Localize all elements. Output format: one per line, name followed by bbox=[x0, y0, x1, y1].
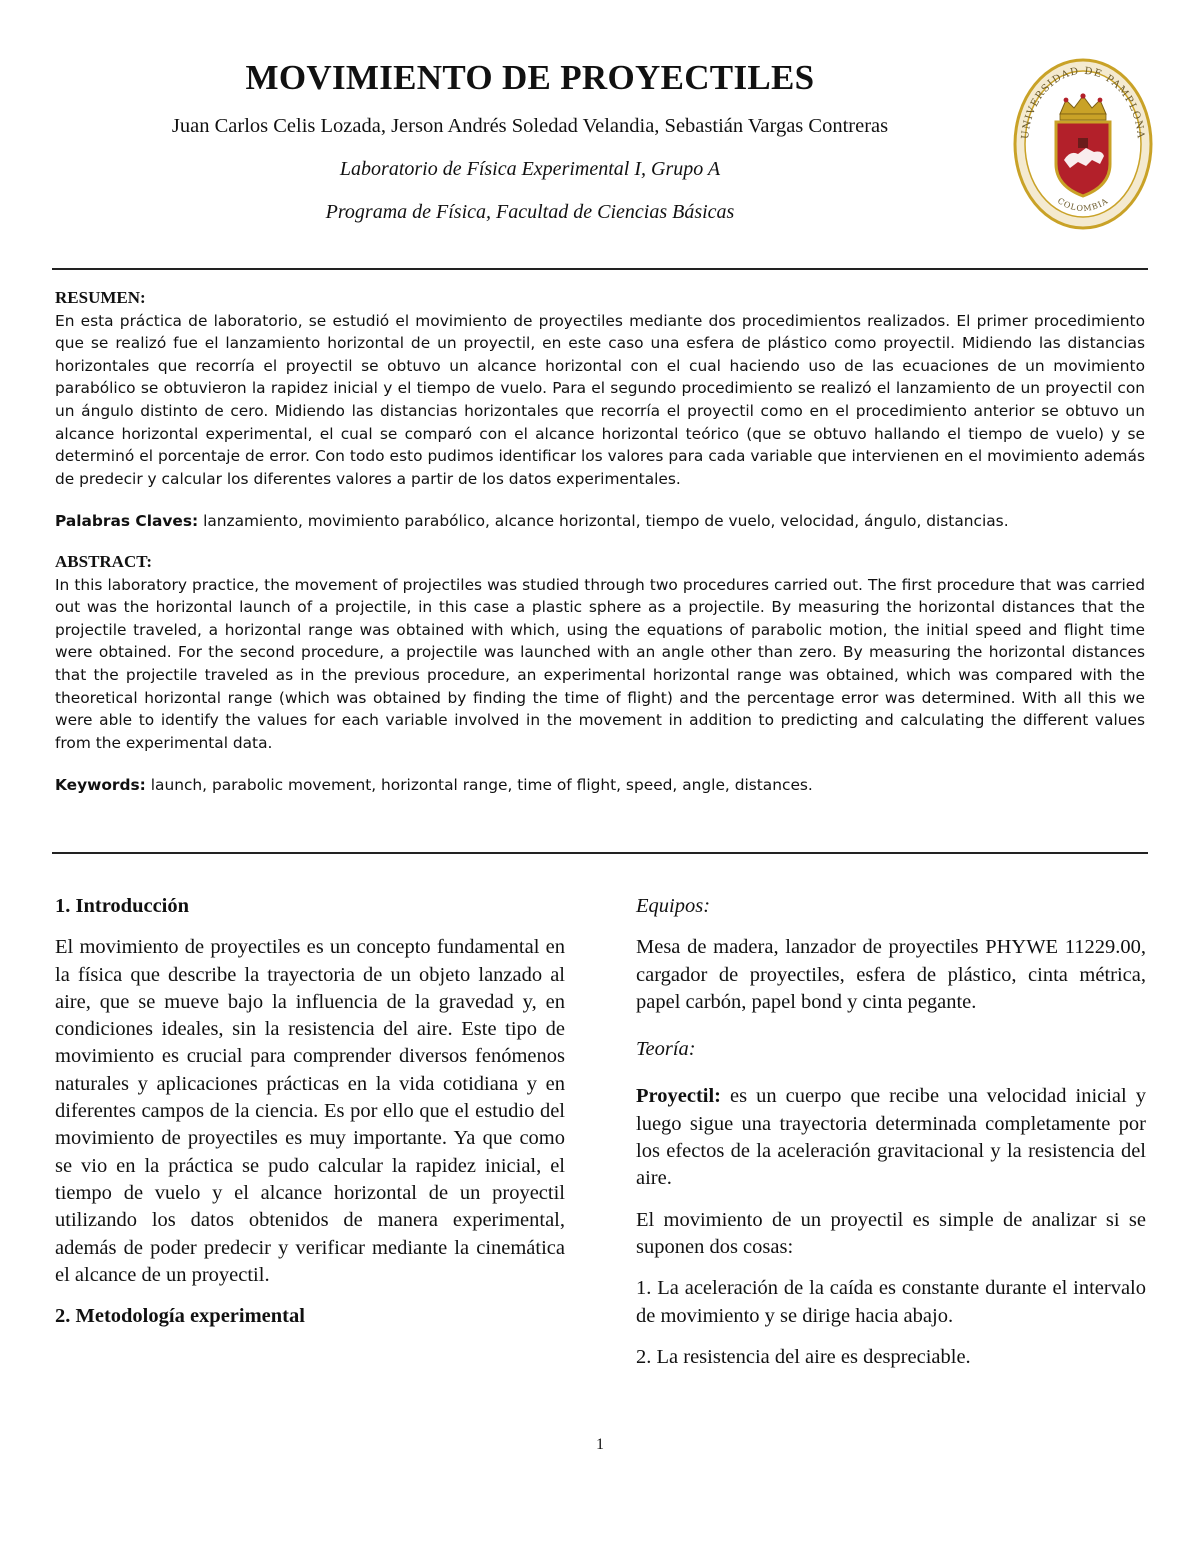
equipos-heading: Equipos: bbox=[636, 895, 711, 917]
right-column bbox=[636, 893, 1146, 1371]
resumen-body: En esta práctica de laboratorio, se estudió el movimiento de proyectiles mediante dos procedimientos realizados. El primer procedimiento que se realizó fue el lanzamiento horizontal de un proyectil, en este caso una esfera de plástico como proyectil. Midiendo las distancias horizontales que recorría el proyectil se obtuvo un alcance horizontal con el cual haciendo uso de las ecuaciones de un movimiento parabólico se obtuvieron la rapidez inicial y el tiempo de vuelo. Para el segundo procedimiento se realizó el lanzamiento de un proyectil con un ángulo distinto de cero. Midiendo las distancias horizontales que recorría el proyectil como en el procedimiento anterior se obtuvo un alcance horizontal experimental, el cual se comparó con el alcance horizontal teórico (que se obtuvo hallando el tiempo de vuelo) y se determinó el porcentaje de error. Con todo esto pudimos identificar los valores para cada variable que intervienen en el movimiento además de predecir y calcular los diferentes valores a partir de los datos experimentales. bbox=[55, 311, 1145, 488]
proyectil-term: Proyectil: bbox=[636, 1085, 721, 1108]
paper-title: MOVIMIENTO DE PROYECTILES bbox=[245, 58, 815, 97]
page-number: 1 bbox=[596, 1436, 604, 1453]
paper-header bbox=[50, 50, 1010, 224]
assumption-2: 2. La resistencia del aire es despreciable. bbox=[636, 1345, 971, 1368]
university-seal-logo bbox=[1012, 56, 1154, 232]
keywords bbox=[55, 774, 1145, 797]
palabras-claves-text: lanzamiento, movimiento parabólico, alcance horizontal, tiempo de vuelo, velocidad, ángulo, distancias. bbox=[203, 512, 1009, 531]
lab-affiliation: Laboratorio de Física Experimental I, Grupo A bbox=[339, 158, 721, 180]
keywords-label: Keywords: bbox=[55, 776, 146, 795]
introduction-body: El movimiento de proyectiles es un concepto fundamental en la física que describe la trayectoria de un objeto lanzado al aire, que se mueve bajo la influencia de la gravedad y, en condiciones ideales, sin la resistencia del aire. Este tipo de movimiento es crucial para comprender diversos fenómenos naturales y aplicaciones prácticas en la vida cotidiana y en diferentes campos de la ciencia. Es por ello que el estudio del movimiento de proyectiles es muy importante. Ya que como se vio en la práctica se pudo calcular la rapidez inicial, el tiempo de vuelo y el alcance horizontal de un proyectil utilizando los datos obtenidos de manera experimental, además de poder predecir y verificar mediante la cinemática el alcance de un proyectil. bbox=[55, 936, 565, 1286]
methodology-heading: 2. Metodología experimental bbox=[55, 1305, 305, 1328]
author-list: Juan Carlos Celis Lozada, Jerson Andrés Soledad Velandia, Sebastián Vargas Contreras bbox=[171, 115, 889, 137]
palabras-claves bbox=[55, 510, 1145, 533]
abstract-body: In this laboratory practice, the movement of projectiles was studied through two procedures carried out. The first procedure that was carried out was the horizontal launch of a projectile, in this case a plastic sphere as a projectile. By measuring the horizontal distances that the projectile traveled, a horizontal range was obtained with which, using the equations of parabolic motion, the initial speed and flight time were obtained. For the second procedure, a projectile was launched with an angle other than zero. By measuring the horizontal distances that the projectile traveled as in the previous procedure, an experimental horizontal range was obtained, which was compared with the theoretical horizontal range (which was obtained by finding the time of flight) and the percentage error was determined. With all this we were able to identify the values for each variable involved in the movement in addition to predicting and calculating the different values from the experimental data. bbox=[55, 575, 1145, 752]
introduction-heading: 1. Introducción bbox=[55, 895, 190, 917]
teoria-heading: Teoría: bbox=[636, 1038, 696, 1061]
program-affiliation: Programa de Física, Facultad de Ciencias Básicas bbox=[325, 201, 735, 223]
equipos-body: Mesa de madera, lanzador de proyectiles PHYWE 11229.00, cargador de proyectiles, esfera de plástico, cinta métrica, papel carbón, papel bond y cinta pegante. bbox=[636, 936, 1146, 1013]
proyectil-definition-text: es un cuerpo que recibe una velocidad inicial y luego sigue una trayectoria determinada completamente por los efectos de la aceleración gravitacional y la resistencia del aire. bbox=[636, 1085, 1146, 1190]
abstract-section bbox=[55, 287, 1145, 797]
palabras-claves-label: Palabras Claves: bbox=[55, 512, 199, 531]
resumen-heading: RESUMEN: bbox=[55, 288, 146, 307]
keywords-text: launch, parabolic movement, horizontal range, time of flight, speed, angle, distances. bbox=[150, 776, 813, 795]
abstract-heading: ABSTRACT: bbox=[55, 551, 152, 571]
left-column bbox=[55, 893, 565, 1330]
abstract-divider bbox=[52, 852, 1148, 854]
proyectil-definition bbox=[636, 1083, 1146, 1192]
analysis-intro: El movimiento de un proyectil es simple de analizar si se suponen dos cosas: bbox=[636, 1208, 1146, 1258]
seal-ring-text-bottom: COLOMBIA bbox=[1055, 196, 1111, 214]
seal-ring-text-top: UNIVERSIDAD DE PAMPLONA bbox=[1020, 65, 1146, 140]
header-divider bbox=[52, 268, 1148, 270]
assumption-1: 1. La aceleración de la caída es constante durante el intervalo de movimiento y se dirige hacia abajo. bbox=[636, 1277, 1146, 1327]
